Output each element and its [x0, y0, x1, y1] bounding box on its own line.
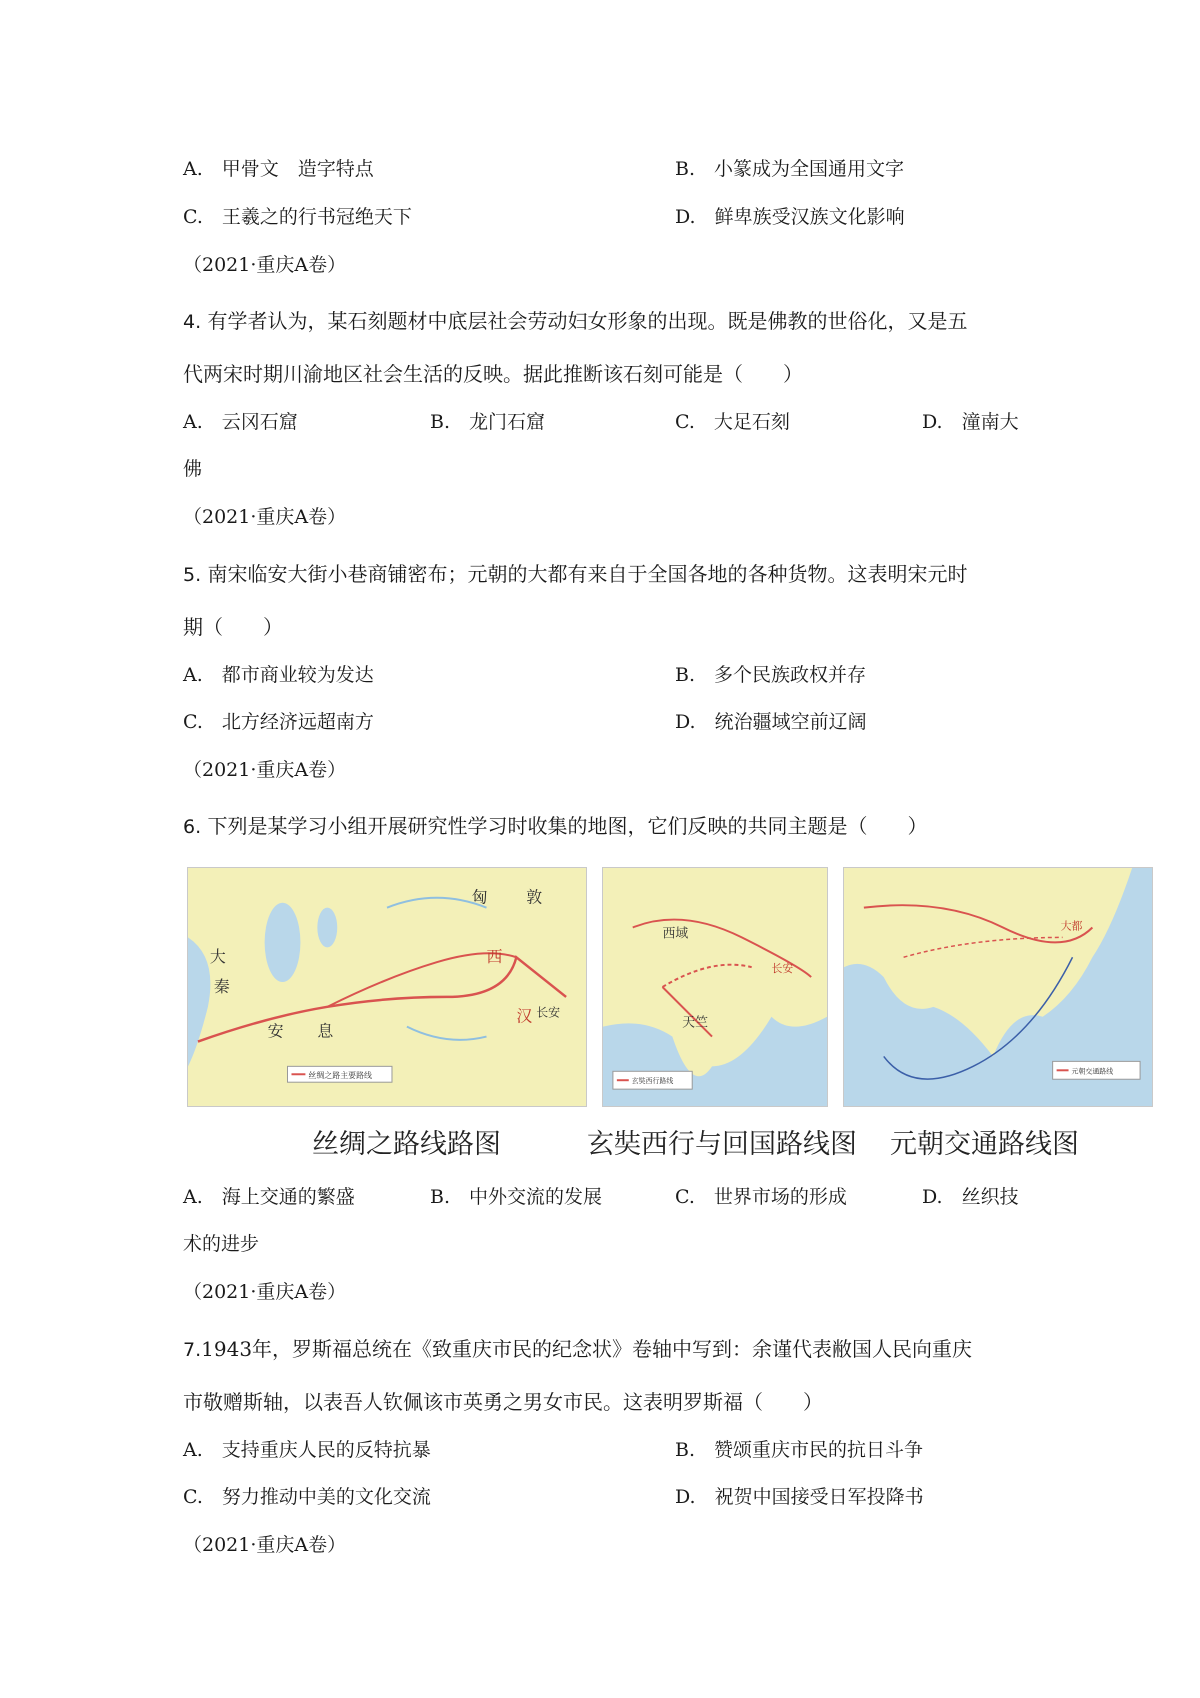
q6-source: （2021·重庆A卷）	[183, 1281, 347, 1303]
map1-label-xiong: 匈	[471, 887, 488, 907]
map3-caption: 元朝交通路线图	[890, 1129, 1079, 1160]
q7-option-a: A. 支持重庆人民的反特抗暴	[183, 1439, 431, 1461]
q4-option-c: C. 大足石刻	[675, 411, 790, 433]
q5-option-d: D. 统治疆域空前辽阔	[675, 711, 867, 733]
map2-caption: 玄奘西行与回国路线图	[587, 1129, 857, 1160]
map3-label-dadu: 大都	[1060, 919, 1083, 933]
q3-option-d: D. 鲜卑族受汉族文化影响	[675, 206, 905, 228]
q4-option-d: D. 潼南大	[922, 411, 1019, 433]
q5-number: 5.	[183, 564, 202, 586]
q6-option-b: B. 中外交流的发展	[430, 1186, 603, 1208]
q4-number: 4.	[183, 311, 202, 333]
q6-map-figure	[181, 867, 1160, 1107]
q6-option-wrap: 术的进步	[183, 1233, 260, 1255]
q6-option-a: A. 海上交通的繁盛	[183, 1186, 355, 1208]
q5-stem-text: 南宋临安大街小巷商铺密布；元朝的大都有来自于全国各地的各种货物。这表明宋元时	[207, 562, 968, 586]
q4-option-a: A. 云冈石窟	[183, 411, 298, 433]
map1-label-an: 安	[267, 1021, 284, 1041]
map2-label-tianzhu: 天竺	[682, 1015, 709, 1031]
q4-option-b: B. 龙门石窟	[430, 411, 546, 433]
map1-caption: 丝绸之路线路图	[312, 1129, 501, 1160]
q5-option-c: C. 北方经济远超南方	[183, 711, 374, 733]
q7-stem-line2: 市敬赠斯轴，以表吾人钦佩该市英勇之男女市民。这表明罗斯福（ ）	[183, 1390, 823, 1414]
silk-road-map	[187, 867, 587, 1107]
q7-option-c: C. 努力推动中美的文化交流	[183, 1486, 431, 1508]
q7-stem-line1	[183, 1335, 972, 1364]
map2-label-changan: 长安	[771, 962, 794, 976]
q3-option-a: A. 甲骨文 造字特点	[183, 158, 374, 180]
q6-option-c: C. 世界市场的形成	[675, 1186, 847, 1208]
q3-option-c: C. 王羲之的行书冠绝天下	[183, 206, 412, 228]
map3-legend: 元朝交通路线	[1071, 1067, 1114, 1076]
q4-stem-line2: 代两宋时期川渝地区社会生活的反映。据此推断该石刻可能是（ ）	[183, 362, 803, 386]
q4-option-wrap: 佛	[183, 458, 203, 480]
map2-legend: 玄奘西行路线	[631, 1077, 674, 1086]
q7-option-b: B. 赞颂重庆市民的抗日斗争	[675, 1439, 924, 1461]
map2-label-xiyu: 西域	[662, 926, 689, 942]
q3-option-b: B. 小篆成为全国通用文字	[675, 158, 905, 180]
map1-label-han: 汉	[516, 1006, 533, 1026]
q6-stem-text: 下列是某学习小组开展研究性学习时收集的地图，它们反映的共同主题是（ ）	[207, 814, 928, 838]
map1-label-da: 大	[209, 947, 226, 967]
q5-option-a: A. 都市商业较为发达	[183, 664, 374, 686]
q3-source: （2021·重庆A卷）	[183, 254, 347, 276]
map1-label-changan: 长安	[536, 1005, 561, 1020]
q4-stem-line1	[183, 307, 968, 336]
q5-stem-line1	[183, 560, 968, 589]
q5-stem-line2: 期（ ）	[183, 615, 283, 639]
q7-option-d: D. 祝贺中国接受日军投降书	[675, 1486, 924, 1508]
yuan-transport-map	[843, 867, 1153, 1107]
xuanzang-route-map	[602, 867, 828, 1107]
q5-option-b: B. 多个民族政权并存	[675, 664, 867, 686]
q4-stem-text: 有学者认为，某石刻题材中底层社会劳动妇女形象的出现。既是佛教的世俗化，又是五	[207, 309, 968, 333]
map1-label-qin: 秦	[213, 976, 230, 996]
map1-label-xi2: 西	[486, 947, 503, 967]
map1-legend: 丝绸之路主要路线	[308, 1071, 373, 1081]
q5-source: （2021·重庆A卷）	[183, 759, 347, 781]
q6-stem-line1	[183, 812, 928, 841]
q7-number: 7.	[183, 1339, 202, 1361]
q6-option-d: D. 丝织技	[922, 1186, 1019, 1208]
map1-label-dun: 敦	[526, 887, 543, 907]
q4-source: （2021·重庆A卷）	[183, 506, 347, 528]
map1-label-xi: 息	[317, 1021, 334, 1041]
q7-stem-text: 1943年，罗斯福总统在《致重庆市民的纪念状》卷轴中写到：余谨代表敝国人民向重庆	[201, 1337, 973, 1361]
q7-source: （2021·重庆A卷）	[183, 1534, 347, 1556]
q6-number: 6.	[183, 816, 202, 838]
